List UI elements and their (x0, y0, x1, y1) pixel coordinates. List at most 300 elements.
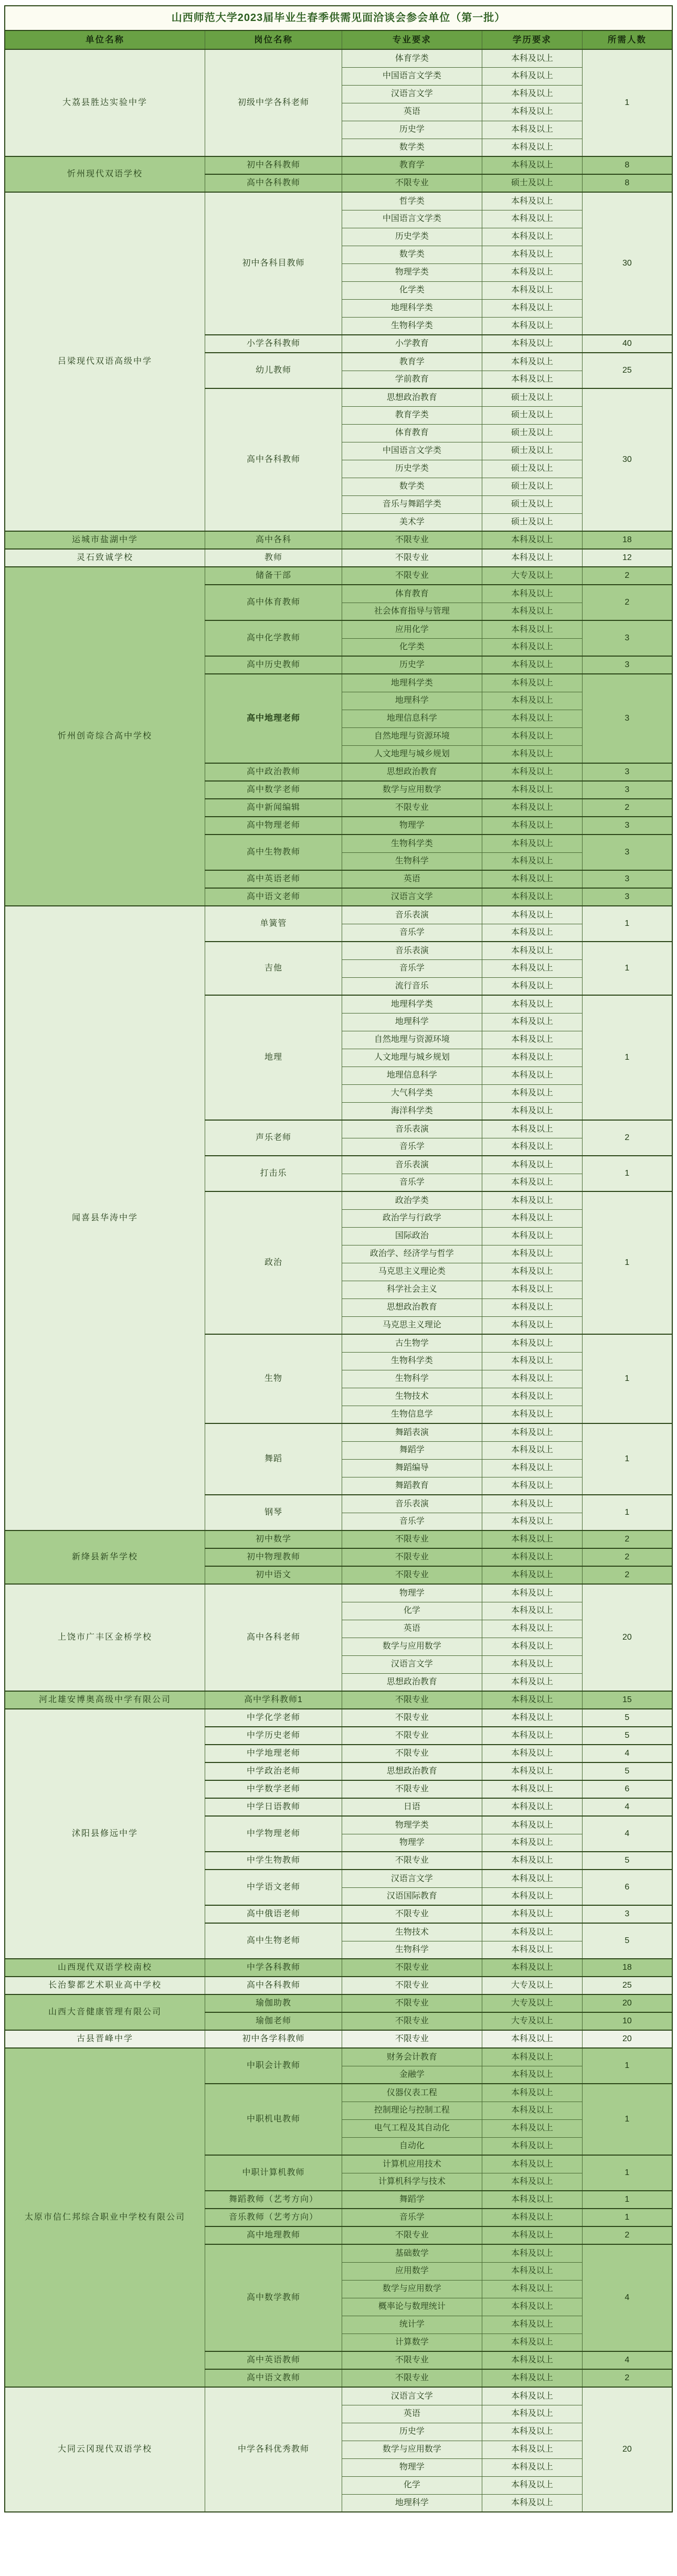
major-cell: 数学类 (342, 139, 482, 156)
count-cell: 3 (582, 781, 672, 799)
major-cell: 数学类 (342, 246, 482, 263)
unit-name-cell: 忻州创奇综合高中学校 (5, 567, 205, 906)
degree-cell: 本科及以上 (482, 959, 582, 977)
position-name-cell: 声乐老师 (205, 1120, 342, 1156)
degree-cell: 本科及以上 (482, 1423, 582, 1441)
major-cell: 物理学 (342, 1834, 482, 1852)
table-body (5, 49, 672, 2512)
position-name-cell: 高中化学教师 (205, 620, 342, 656)
major-cell: 数学与应用数学 (342, 781, 482, 799)
count-cell: 4 (582, 2244, 672, 2351)
position-name-cell: 高中各科教师 (205, 388, 342, 531)
degree-cell: 本科及以上 (482, 49, 582, 67)
major-cell: 中国语言文学类 (342, 210, 482, 228)
count-cell: 2 (582, 567, 672, 585)
table-row (5, 531, 672, 549)
degree-cell: 本科及以上 (482, 692, 582, 710)
count-cell: 8 (582, 174, 672, 192)
degree-cell: 本科及以上 (482, 139, 582, 156)
degree-cell: 本科及以上 (482, 1691, 582, 1709)
major-cell: 思想政治教育 (342, 1762, 482, 1780)
degree-cell: 本科及以上 (482, 1067, 582, 1084)
major-cell: 地理科学 (342, 2494, 482, 2512)
unit-name-cell: 闻喜县华涛中学 (5, 906, 205, 1530)
major-cell: 汉语言文学 (342, 888, 482, 906)
major-cell: 应用化学 (342, 620, 482, 638)
major-cell: 生物信息学 (342, 1406, 482, 1423)
degree-cell: 本科及以上 (482, 870, 582, 888)
position-name-cell: 高中各科 (205, 531, 342, 549)
major-cell: 应用数学 (342, 2262, 482, 2280)
position-name-cell: 高中各科教师 (205, 174, 342, 192)
degree-cell: 本科及以上 (482, 1334, 582, 1352)
degree-cell: 本科及以上 (482, 799, 582, 817)
position-name-cell: 高中数学教师 (205, 2244, 342, 2351)
degree-cell: 本科及以上 (482, 1495, 582, 1513)
position-name-cell: 中学地理老师 (205, 1745, 342, 1762)
major-cell: 不限专业 (342, 1691, 482, 1709)
degree-cell: 本科及以上 (482, 531, 582, 549)
table-row (5, 549, 672, 567)
position-name-cell: 中学政治老师 (205, 1762, 342, 1780)
count-cell: 8 (582, 156, 672, 174)
major-cell: 英语 (342, 870, 482, 888)
position-name-cell: 吉他 (205, 942, 342, 995)
degree-cell: 本科及以上 (482, 585, 582, 603)
degree-cell: 本科及以上 (482, 103, 582, 121)
count-cell: 1 (582, 49, 672, 156)
major-cell: 人文地理与城乡规划 (342, 745, 482, 763)
major-cell: 音乐表演 (342, 1156, 482, 1174)
major-cell: 地理信息科学 (342, 1067, 482, 1084)
major-cell: 基础数学 (342, 2244, 482, 2262)
position-name-cell: 音乐教师（艺考方向） (205, 2209, 342, 2226)
major-cell: 音乐学 (342, 1513, 482, 1530)
major-cell: 汉语言文学 (342, 1870, 482, 1887)
count-cell: 1 (582, 1495, 672, 1530)
degree-cell: 本科及以上 (482, 1780, 582, 1798)
degree-cell: 本科及以上 (482, 246, 582, 263)
position-name-cell: 地理 (205, 995, 342, 1120)
major-cell: 地理科学类 (342, 995, 482, 1013)
degree-cell: 本科及以上 (482, 852, 582, 870)
position-name-cell: 高中地理老师 (205, 674, 342, 763)
degree-cell: 本科及以上 (482, 1191, 582, 1209)
count-cell: 5 (582, 1709, 672, 1727)
major-cell: 美术学 (342, 513, 482, 531)
count-cell: 1 (582, 2155, 672, 2191)
unit-name-cell: 大荔县胜达实验中学 (5, 49, 205, 156)
major-cell: 物理学 (342, 1584, 482, 1602)
degree-cell: 硕士及以上 (482, 478, 582, 495)
recruitment-table (4, 5, 673, 2512)
degree-cell: 本科及以上 (482, 1298, 582, 1316)
degree-cell: 本科及以上 (482, 210, 582, 228)
degree-cell: 本科及以上 (482, 549, 582, 567)
count-cell: 4 (582, 1798, 672, 1816)
major-cell: 计算数学 (342, 2334, 482, 2351)
unit-name-cell: 忻州现代双语学校 (5, 156, 205, 192)
major-cell: 音乐表演 (342, 942, 482, 959)
degree-cell: 本科及以上 (482, 1941, 582, 1959)
major-cell: 化学 (342, 1602, 482, 1620)
count-cell: 1 (582, 1156, 672, 1191)
major-cell: 英语 (342, 1620, 482, 1638)
count-cell: 1 (582, 2084, 672, 2155)
table-row (5, 567, 672, 585)
count-cell: 1 (582, 2191, 672, 2209)
major-cell: 政治学、经济学与哲学 (342, 1245, 482, 1263)
degree-cell: 本科及以上 (482, 1530, 582, 1548)
major-cell: 历史学 (342, 121, 482, 139)
count-cell: 12 (582, 549, 672, 567)
major-cell: 音乐与舞蹈学类 (342, 495, 482, 513)
position-name-cell: 中学语文老师 (205, 1870, 342, 1905)
table-row (5, 49, 672, 67)
major-cell: 不限专业 (342, 1566, 482, 1584)
position-name-cell: 高中历史教师 (205, 656, 342, 674)
position-name-cell: 高中数学老师 (205, 781, 342, 799)
count-cell: 30 (582, 388, 672, 531)
degree-cell: 大专及以上 (482, 1977, 582, 1994)
table-row (5, 906, 672, 924)
count-cell: 3 (582, 870, 672, 888)
major-cell: 自然地理与资源环境 (342, 727, 482, 745)
unit-name-cell: 吕梁现代双语高级中学 (5, 192, 205, 531)
position-name-cell: 中学历史老师 (205, 1727, 342, 1745)
major-cell: 物理学类 (342, 263, 482, 281)
degree-cell: 本科及以上 (482, 1887, 582, 1905)
degree-cell: 本科及以上 (482, 1263, 582, 1281)
unit-name-cell: 灵石致诚学校 (5, 549, 205, 567)
degree-cell: 本科及以上 (482, 85, 582, 103)
count-cell: 3 (582, 888, 672, 906)
major-cell: 不限专业 (342, 1852, 482, 1870)
major-cell: 体育教育 (342, 424, 482, 442)
count-cell: 3 (582, 763, 672, 781)
degree-cell: 本科及以上 (482, 1138, 582, 1156)
table-row (5, 2030, 672, 2048)
major-cell: 海洋科学类 (342, 1102, 482, 1120)
degree-cell: 本科及以上 (482, 228, 582, 246)
degree-cell: 本科及以上 (482, 1049, 582, 1067)
degree-cell: 本科及以上 (482, 1602, 582, 1620)
count-cell: 3 (582, 656, 672, 674)
header-major: 专业要求 (342, 30, 482, 49)
major-cell: 历史学 (342, 656, 482, 674)
degree-cell: 硕士及以上 (482, 388, 582, 406)
degree-cell: 本科及以上 (482, 2048, 582, 2066)
degree-cell: 本科及以上 (482, 1959, 582, 1977)
degree-cell: 硕士及以上 (482, 406, 582, 424)
count-cell: 1 (582, 2209, 672, 2226)
major-cell: 中国语言文学类 (342, 67, 482, 85)
degree-cell: 本科及以上 (482, 906, 582, 924)
degree-cell: 本科及以上 (482, 2137, 582, 2155)
degree-cell: 本科及以上 (482, 1548, 582, 1566)
degree-cell: 本科及以上 (482, 638, 582, 656)
major-cell: 不限专业 (342, 1905, 482, 1923)
major-cell: 舞蹈表演 (342, 1423, 482, 1441)
table-row (5, 1709, 672, 1727)
degree-cell: 本科及以上 (482, 2226, 582, 2244)
position-name-cell: 中学日语教师 (205, 1798, 342, 1816)
major-cell: 汉语国际教育 (342, 1887, 482, 1905)
major-cell: 统计学 (342, 2316, 482, 2334)
major-cell: 计算机应用技术 (342, 2155, 482, 2173)
table-row (5, 1530, 672, 1548)
major-cell: 不限专业 (342, 799, 482, 817)
major-cell: 音乐表演 (342, 1120, 482, 1138)
degree-cell: 本科及以上 (482, 1584, 582, 1602)
degree-cell: 本科及以上 (482, 1923, 582, 1941)
degree-cell: 本科及以上 (482, 2351, 582, 2369)
degree-cell: 本科及以上 (482, 1245, 582, 1263)
major-cell: 生物技术 (342, 1388, 482, 1406)
count-cell: 3 (582, 817, 672, 835)
count-cell: 2 (582, 1566, 672, 1584)
major-cell: 音乐学 (342, 1138, 482, 1156)
count-cell: 5 (582, 1852, 672, 1870)
table-row (5, 1959, 672, 1977)
major-cell: 不限专业 (342, 1977, 482, 1994)
major-cell: 小学教育 (342, 335, 482, 353)
count-cell: 3 (582, 620, 672, 656)
major-cell: 历史学 (342, 2423, 482, 2441)
unit-name-cell: 运城市盐湖中学 (5, 531, 205, 549)
degree-cell: 本科及以上 (482, 2387, 582, 2405)
degree-cell: 本科及以上 (482, 2494, 582, 2512)
degree-cell: 本科及以上 (482, 2030, 582, 2048)
major-cell: 数学与应用数学 (342, 2441, 482, 2458)
degree-cell: 本科及以上 (482, 603, 582, 620)
degree-cell: 硕士及以上 (482, 495, 582, 513)
degree-cell: 本科及以上 (482, 2334, 582, 2351)
count-cell: 6 (582, 1870, 672, 1905)
degree-cell: 本科及以上 (482, 2476, 582, 2494)
count-cell: 6 (582, 1780, 672, 1798)
major-cell: 音乐学 (342, 1174, 482, 1191)
degree-cell: 本科及以上 (482, 1852, 582, 1870)
unit-name-cell: 山西大音健康管理有限公司 (5, 1994, 205, 2030)
major-cell: 控制理论与控制工程 (342, 2102, 482, 2119)
major-cell: 地理科学类 (342, 674, 482, 692)
degree-cell: 本科及以上 (482, 2441, 582, 2458)
position-name-cell: 高中政治教师 (205, 763, 342, 781)
position-name-cell: 高中语文教师 (205, 2369, 342, 2387)
degree-cell: 本科及以上 (482, 942, 582, 959)
major-cell: 音乐学 (342, 2209, 482, 2226)
degree-cell: 本科及以上 (482, 674, 582, 692)
degree-cell: 本科及以上 (482, 335, 582, 353)
count-cell: 5 (582, 1727, 672, 1745)
count-cell: 3 (582, 835, 672, 870)
major-cell: 历史学类 (342, 228, 482, 246)
major-cell: 不限专业 (342, 2351, 482, 2369)
major-cell: 大气科学类 (342, 1084, 482, 1102)
degree-cell: 本科及以上 (482, 1798, 582, 1816)
count-cell: 5 (582, 1762, 672, 1780)
major-cell: 舞蹈教育 (342, 1477, 482, 1495)
degree-cell: 本科及以上 (482, 1352, 582, 1370)
degree-cell: 本科及以上 (482, 1370, 582, 1388)
count-cell: 1 (582, 942, 672, 995)
degree-cell: 本科及以上 (482, 1156, 582, 1174)
degree-cell: 本科及以上 (482, 1013, 582, 1031)
major-cell: 地理科学 (342, 1013, 482, 1031)
position-name-cell: 高中各科教师 (205, 1977, 342, 1994)
major-cell: 思想政治教育 (342, 388, 482, 406)
count-cell: 2 (582, 1530, 672, 1548)
count-cell: 2 (582, 2369, 672, 2387)
degree-cell: 本科及以上 (482, 1816, 582, 1834)
degree-cell: 本科及以上 (482, 2209, 582, 2226)
count-cell: 4 (582, 1816, 672, 1852)
degree-cell: 大专及以上 (482, 2012, 582, 2030)
header-degree: 学历要求 (482, 30, 582, 49)
degree-cell: 本科及以上 (482, 1316, 582, 1334)
count-cell: 4 (582, 1745, 672, 1762)
degree-cell: 本科及以上 (482, 1620, 582, 1638)
major-cell: 音乐学 (342, 959, 482, 977)
degree-cell: 本科及以上 (482, 977, 582, 995)
position-name-cell: 中学生物教师 (205, 1852, 342, 1870)
major-cell: 科学社会主义 (342, 1281, 482, 1298)
degree-cell: 本科及以上 (482, 1406, 582, 1423)
degree-cell: 本科及以上 (482, 1459, 582, 1477)
degree-cell: 本科及以上 (482, 1209, 582, 1227)
degree-cell: 硕士及以上 (482, 424, 582, 442)
major-cell: 不限专业 (342, 1959, 482, 1977)
position-name-cell: 初中各科目教师 (205, 192, 342, 335)
degree-cell: 本科及以上 (482, 263, 582, 281)
unit-name-cell: 山西现代双语学校南校 (5, 1959, 205, 1977)
degree-cell: 本科及以上 (482, 2173, 582, 2191)
count-cell: 2 (582, 1548, 672, 1566)
degree-cell: 本科及以上 (482, 353, 582, 371)
major-cell: 生物科学类 (342, 1352, 482, 1370)
degree-cell: 本科及以上 (482, 1084, 582, 1102)
degree-cell: 本科及以上 (482, 1513, 582, 1530)
degree-cell: 本科及以上 (482, 2405, 582, 2423)
count-cell: 2 (582, 2226, 672, 2244)
unit-name-cell: 沭阳县修远中学 (5, 1709, 205, 1959)
position-name-cell: 高中学科教师1 (205, 1691, 342, 1709)
degree-cell: 本科及以上 (482, 192, 582, 210)
major-cell: 数学类 (342, 478, 482, 495)
major-cell: 政治学类 (342, 1191, 482, 1209)
position-name-cell: 中职机电教师 (205, 2084, 342, 2155)
table-row (5, 1691, 672, 1709)
major-cell: 马克思主义理论 (342, 1316, 482, 1334)
position-name-cell: 初中各科教师 (205, 156, 342, 174)
major-cell: 化学类 (342, 638, 482, 656)
degree-cell: 本科及以上 (482, 1102, 582, 1120)
unit-name-cell: 大同云冈现代双语学校 (5, 2387, 205, 2512)
count-cell: 1 (582, 906, 672, 942)
degree-cell: 大专及以上 (482, 567, 582, 585)
degree-cell: 本科及以上 (482, 745, 582, 763)
position-name-cell: 中学各科教师 (205, 1959, 342, 1977)
major-cell: 生物技术 (342, 1923, 482, 1941)
unit-name-cell: 太原市信仁邦综合职业中学校有限公司 (5, 2048, 205, 2387)
degree-cell: 本科及以上 (482, 67, 582, 85)
unit-name-cell: 新绛县新华学校 (5, 1530, 205, 1584)
count-cell: 1 (582, 1423, 672, 1495)
major-cell: 思想政治教育 (342, 1298, 482, 1316)
count-cell: 15 (582, 1691, 672, 1709)
count-cell: 20 (582, 2387, 672, 2512)
page-title: 山西师范大学2023届毕业生春季供需见面洽谈会参会单位（第一批） (5, 6, 672, 30)
major-cell: 国际政治 (342, 1227, 482, 1245)
degree-cell: 本科及以上 (482, 1477, 582, 1495)
count-cell: 1 (582, 995, 672, 1120)
degree-cell: 本科及以上 (482, 2423, 582, 2441)
major-cell: 不限专业 (342, 1994, 482, 2012)
count-cell: 4 (582, 2351, 672, 2369)
count-cell: 18 (582, 1959, 672, 1977)
major-cell: 金融学 (342, 2066, 482, 2084)
degree-cell: 本科及以上 (482, 1638, 582, 1655)
position-name-cell: 高中物理老师 (205, 817, 342, 835)
count-cell: 5 (582, 1923, 672, 1959)
degree-cell: 本科及以上 (482, 817, 582, 835)
count-cell: 30 (582, 192, 672, 335)
degree-cell: 本科及以上 (482, 1727, 582, 1745)
major-cell: 舞蹈学 (342, 2191, 482, 2209)
major-cell: 流行音乐 (342, 977, 482, 995)
major-cell: 教育学 (342, 353, 482, 371)
position-name-cell: 打击乐 (205, 1156, 342, 1191)
unit-name-cell: 河北雄安博奥高级中学有限公司 (5, 1691, 205, 1709)
degree-cell: 本科及以上 (482, 1745, 582, 1762)
degree-cell: 本科及以上 (482, 299, 582, 317)
degree-cell: 本科及以上 (482, 781, 582, 799)
major-cell: 地理信息科学 (342, 710, 482, 727)
position-name-cell: 中学化学老师 (205, 1709, 342, 1727)
major-cell: 马克思主义理论类 (342, 1263, 482, 1281)
degree-cell: 本科及以上 (482, 1120, 582, 1138)
major-cell: 体育教育 (342, 585, 482, 603)
major-cell: 政治学与行政学 (342, 1209, 482, 1227)
degree-cell: 本科及以上 (482, 1905, 582, 1923)
degree-cell: 本科及以上 (482, 1281, 582, 1298)
major-cell: 地理科学 (342, 692, 482, 710)
count-cell: 20 (582, 2030, 672, 2048)
degree-cell: 本科及以上 (482, 656, 582, 674)
degree-cell: 本科及以上 (482, 2280, 582, 2298)
major-cell: 不限专业 (342, 1709, 482, 1727)
count-cell: 20 (582, 1584, 672, 1691)
degree-cell: 大专及以上 (482, 1994, 582, 2012)
major-cell: 不限专业 (342, 174, 482, 192)
degree-cell: 本科及以上 (482, 1227, 582, 1245)
table-row (5, 2048, 672, 2066)
major-cell: 汉语言文学 (342, 2387, 482, 2405)
position-name-cell: 中职计算机教师 (205, 2155, 342, 2191)
major-cell: 音乐表演 (342, 906, 482, 924)
position-name-cell: 高中体育教师 (205, 585, 342, 620)
header-position: 岗位名称 (205, 30, 342, 49)
major-cell: 生物科学 (342, 1941, 482, 1959)
degree-cell: 本科及以上 (482, 371, 582, 388)
major-cell: 化学类 (342, 281, 482, 299)
degree-cell: 本科及以上 (482, 2458, 582, 2476)
degree-cell: 本科及以上 (482, 727, 582, 745)
major-cell: 不限专业 (342, 567, 482, 585)
degree-cell: 本科及以上 (482, 2316, 582, 2334)
position-name-cell: 中学数学老师 (205, 1780, 342, 1798)
